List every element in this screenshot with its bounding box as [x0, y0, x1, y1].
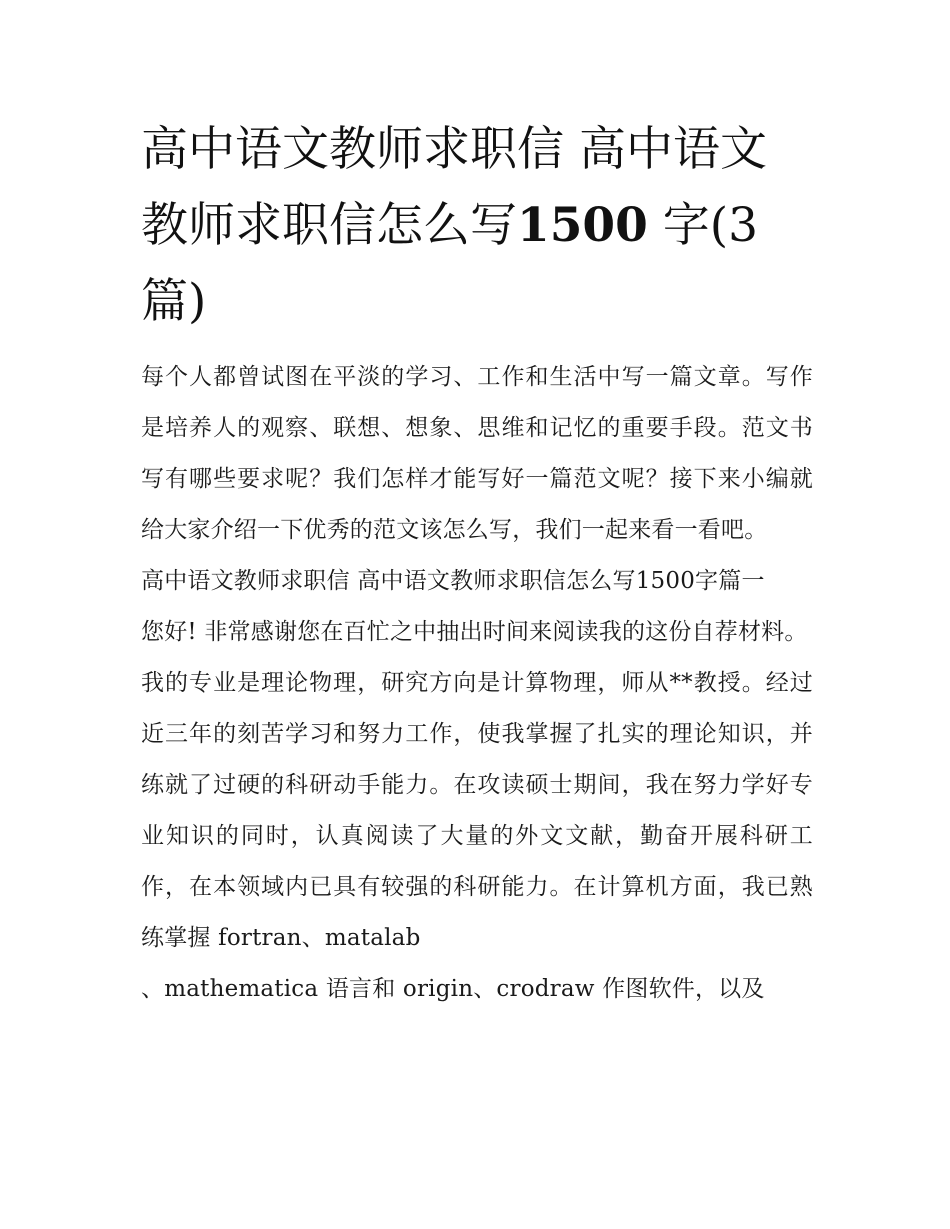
continuation-paragraph: 、mathematica 语言和 origin、crodraw 作图软件，以及: [141, 976, 765, 1002]
title-text-part2: 字(3篇): [141, 198, 759, 329]
title-text-part1: 高中语文教师求职信 高中语文教师求职信怎么写: [141, 122, 767, 253]
title-number: 1500: [517, 198, 648, 253]
intro-paragraph: 每个人都曾试图在平淡的学习、工作和生活中写一篇文章。写作是培养人的观察、联想、想象、思维和记忆的重要手段。范文书写有哪些要求呢？我们怎样才能写好一篇范文呢？接下来小编就给大家介绍一下优秀的范文该怎么写，我们一起来看一看吧。: [141, 364, 813, 543]
greeting-paragraph: 您好! 非常感谢您在百忙之中抽出时间来阅读我的这份自荐材料。: [141, 619, 808, 645]
section-heading: 高中语文教师求职信 高中语文教师求职信怎么写1500字篇一: [141, 568, 765, 594]
document-body: [141, 352, 813, 1015]
body-paragraph: 我的专业是理论物理，研究方向是计算物理，师从**教授。经过近三年的刻苦学习和努力工作，使我掌握了扎实的理论知识，并练就了过硬的科研动手能力。在攻读硕士期间，我在努力学好专业知识的同时，认真阅读了大量的外文文献，勤奋开展科研工作，在本领域内已具有较强的科研能力。在计算机方面，我已熟练掌握 fortran、matalab: [141, 670, 813, 951]
document-title: [141, 112, 813, 340]
document-content: [141, 112, 813, 1015]
